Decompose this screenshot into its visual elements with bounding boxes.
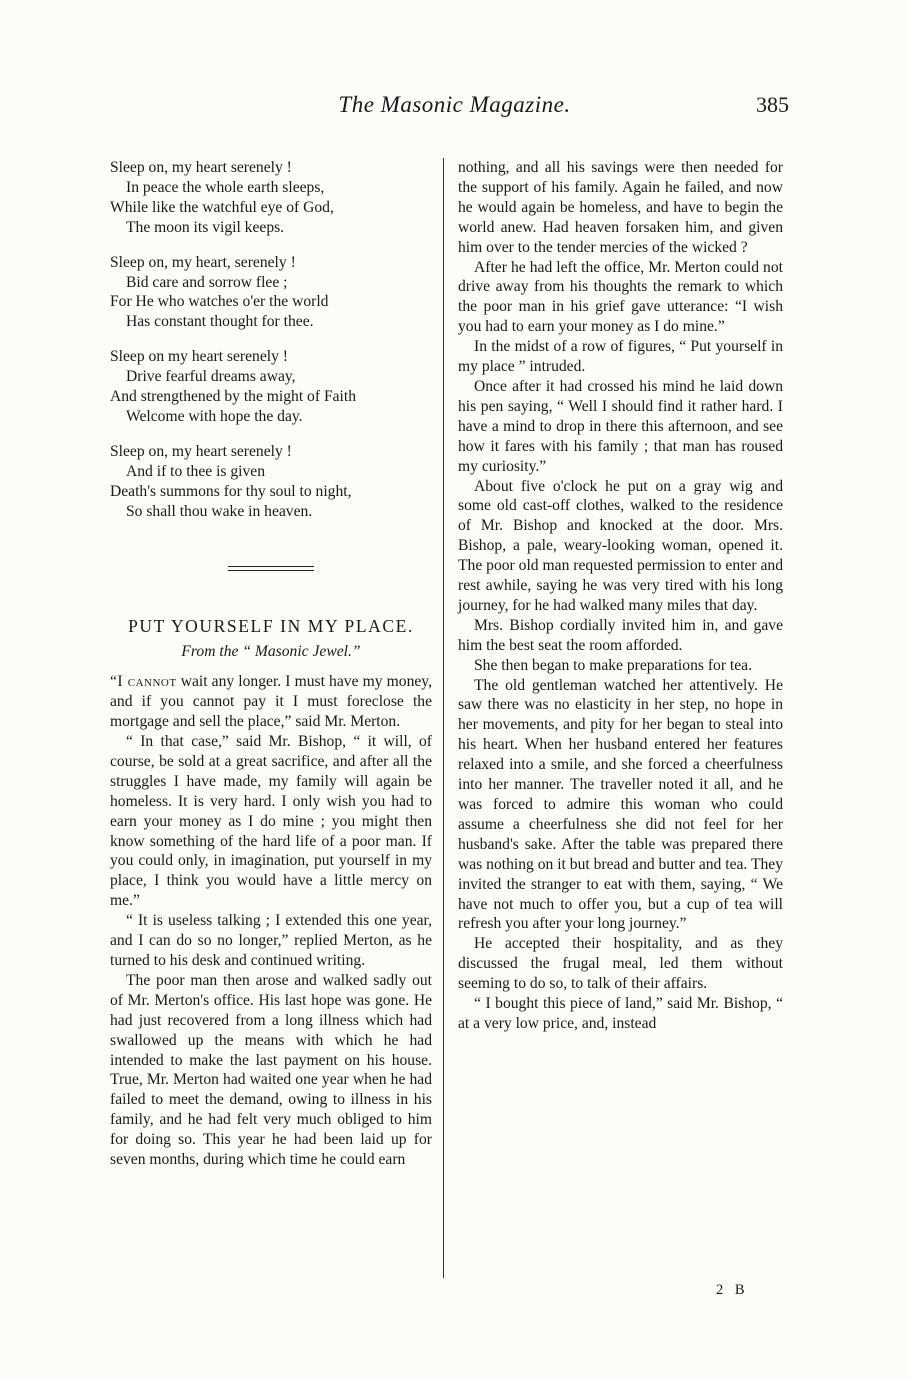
page-number: 385 bbox=[756, 92, 789, 117]
double-rule bbox=[228, 566, 314, 571]
poem-line: Sleep on, my heart serenely ! bbox=[110, 442, 292, 460]
column-rule bbox=[443, 158, 444, 1278]
signature-mark: 2 B bbox=[716, 1282, 749, 1298]
right-column bbox=[458, 158, 783, 1034]
poem-line: Welcome with hope the day. bbox=[126, 407, 303, 425]
article-source: From the “ Masonic Jewel.” bbox=[181, 643, 361, 661]
paragraph-text: wait any longer. I must have my money, and if you cannot pay it I must foreclose the mortgage and sell the place,” said Mr. Merton. bbox=[110, 673, 432, 731]
article-paragraph: “ It is useless talking ; I extended this one year, and I can do so no longer,” replied Merton, as he turned to his desk and continued writing. bbox=[110, 912, 432, 969]
article-paragraph: After he had left the office, Mr. Merton could not drive away from his thoughts the remark to which the poor man in his grief gave utterance: “I wish you had to earn your money as I do mine.” bbox=[458, 258, 783, 336]
poem-line: In peace the whole earth sleeps, bbox=[126, 178, 325, 196]
poem-line: For He who watches o'er the world bbox=[110, 293, 329, 311]
article-paragraph: “ I bought this piece of land,” said Mr. Bishop, “ at a very low price, and, instead bbox=[458, 995, 783, 1032]
article-paragraph-continued: nothing, and all his savings were then needed for the support of his family. Again he failed, and now he would again be homeless, and have to begin the world anew. Had heaven forsaken him, and given him over to the tender mercies of the wicked ? bbox=[458, 159, 783, 256]
article-paragraph: He accepted their hospitality, and as they discussed the frugal meal, led them without seeming to do so, to talk of their affairs. bbox=[458, 935, 783, 993]
left-column bbox=[110, 158, 432, 1170]
article-paragraph: The poor man then arose and walked sadly out of Mr. Merton's office. His last hope was gone. He had just recovered from a long illness which had swallowed up the means with which he had intended to make the last payment on his house. True, Mr. Merton had waited one year when he had failed to meet the demand, owing to illness in his family, and he had felt very much obliged to him for doing so. This year he had been laid up for seven months, during which time he could earn bbox=[110, 971, 432, 1169]
poem-line: Sleep on my heart serenely ! bbox=[110, 348, 288, 366]
article-paragraph: Mrs. Bishop cordially invited him in, and gave him the best seat the room afforded. bbox=[458, 616, 783, 654]
poem-line: Drive fearful dreams away, bbox=[126, 368, 296, 386]
running-head-title: The Masonic Magazine. bbox=[338, 92, 571, 117]
section-divider bbox=[110, 566, 432, 571]
poem bbox=[110, 158, 432, 522]
article-paragraph: “ In that case,” said Mr. Bishop, “ it will, of course, be sold at a great sacrifice, and after all the struggles I have made, my family will again be homeless. It is very hard. I only wish you had to earn your money as I do mine ; you might then know something of the hard life of a poor man. If you could only, in imagination, put yourself in my place, I think you would have a little mercy on me.” bbox=[110, 733, 432, 910]
poem-line: Has constant thought for thee. bbox=[126, 313, 314, 331]
poem-line: And strengthened by the might of Faith bbox=[110, 388, 356, 406]
article-paragraph: She then began to make preparations for tea. bbox=[474, 656, 752, 674]
poem-stanza-3 bbox=[110, 347, 432, 427]
article-paragraph bbox=[110, 672, 432, 732]
poem-line: Sleep on, my heart serenely ! bbox=[110, 159, 292, 176]
poem-stanza-4 bbox=[110, 442, 432, 522]
poem-line: While like the watchful eye of God, bbox=[110, 198, 334, 216]
poem-stanza-2 bbox=[110, 253, 432, 333]
article-title: PUT YOURSELF IN MY PLACE. bbox=[128, 615, 414, 636]
article-paragraph: Once after it had crossed his mind he laid down his pen saying, “ Well I should find it rather hard. I have a mind to drop in there this afternoon, and see how it fares with his family ; that man has roused my curiosity.” bbox=[458, 377, 783, 475]
article-paragraph: About five o'clock he put on a gray wig and some old cast-off clothes, walked to the residence of Mr. Bishop and knocked at the door. Mrs. Bishop, a pale, weary-looking woman, opened it. The poor old man requested permission to enter and rest awhile, saying he was very tired with his long journey, for he had walked many miles that day. bbox=[458, 477, 783, 614]
article-paragraph: The old gentleman watched her attentively. He saw there was no elasticity in her step, no hope in her movements, and pity for her began to steal into his heart. When her husband entered her features relaxed into a smile, and she forced a cheerfulness into her manner. The traveller noted it all, and he was forced to admire this woman who could assume a cheerfulness she did not feel for her husband's sake. After the table was prepared there was nothing on it but bread and butter and tea. They invited the stranger to eat with them, saying, “ We have not much to offer you, but a cup of tea will refresh you after your long journey.” bbox=[458, 676, 783, 933]
poem-line: Bid care and sorrow flee ; bbox=[126, 273, 288, 291]
drop-smallcaps: “I cannot bbox=[110, 673, 177, 691]
poem-stanza-1 bbox=[110, 158, 432, 238]
poem-line: Sleep on, my heart, serenely ! bbox=[110, 253, 296, 271]
poem-line: The moon its vigil keeps. bbox=[126, 218, 285, 236]
poem-line: And if to thee is given bbox=[126, 462, 266, 480]
poem-line: Death's summons for thy soul to night, bbox=[110, 482, 352, 500]
poem-line: So shall thou wake in heaven. bbox=[126, 502, 313, 520]
article-paragraph: In the midst of a row of figures, “ Put yourself in my place ” intruded. bbox=[458, 338, 783, 376]
